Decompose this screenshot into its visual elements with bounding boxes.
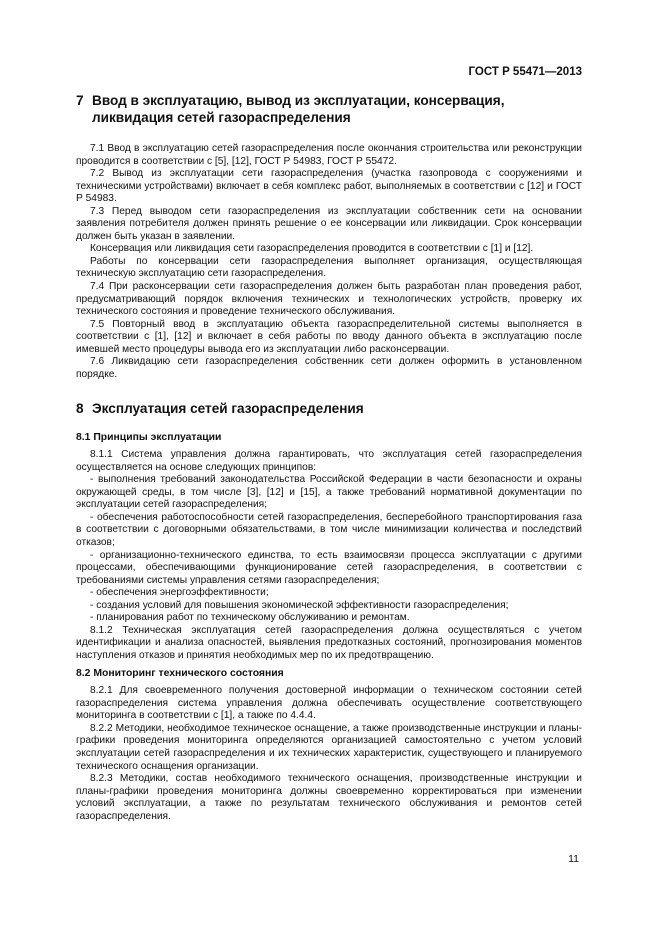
list-item: - выполнения требований законодательства Российской Федерации в части безопасности и охраны окружающей среды, в том числе [3], [12] и [15], а также требований нормативной документации по эксплуатации сетей газораспределения;	[76, 474, 582, 511]
section-8-number: 8	[76, 401, 84, 417]
paragraph: 8.2.2 Методики, необходимое техническое оснащение, а также производственные инструкции и планы-графики проведения мониторинга определяются организацией самостоятельно с учетом условий эксплуатации сетей газораспределения и их технических характеристик, существующего и планируемого технического оснащения организации.	[76, 722, 582, 772]
subsection-8-2-body	[76, 685, 582, 823]
subsection-8-1-title: 8.1 Принципы эксплуатации	[76, 432, 222, 444]
section-7-title: Ввод в эксплуатацию, вывод из эксплуатации, консервация, ликвидация сетей газораспределения	[92, 93, 505, 125]
document-id-header: ГОСТ Р 55471—2013	[468, 66, 582, 78]
section-7-number: 7	[76, 93, 84, 108]
paragraph: 7.3 Перед выводом сети газораспределения из эксплуатации собственник сети на основании заявления потребителя должен принять решение о ее консервации или ликвидации. Срок консервации должен быть указан в заявлении.	[76, 205, 582, 242]
paragraph: 8.1.1 Система управления должна гарантировать, что эксплуатация сетей газораспределения осуществляется на основе следующих принципов:	[76, 449, 582, 473]
subsection-8-1-body	[76, 449, 582, 662]
list-item: - организационно-технического единства, то есть взаимосвязи процесса эксплуатации с другими процессами, обеспечивающими функционирование сетей газораспределения, в соответствии с требованиями системы управления сетями газораспределения;	[76, 549, 582, 586]
paragraph: 8.2.1 Для своевременного получения достоверной информации о техническом состоянии сетей газораспределения система управления должна обеспечивать осуществление соответствующего мониторинга в соответствии с [1], а также по 4.4.4.	[76, 685, 582, 722]
section-8-heading	[76, 400, 582, 417]
paragraph: 7.4 При расконсервации сети газораспределения должен быть разработан план проведения работ, предусматривающий порядок включения технических и технологических устройств, проверку их технического состояния и проведение технического обслуживания.	[76, 281, 582, 318]
paragraph: 7.1 Ввод в эксплуатацию сетей газораспределения после окончания строительства или реконструкции проводится в соответствии с [5], [12], ГОСТ Р 54983, ГОСТ Р 55472.	[76, 143, 582, 167]
section-7-body	[76, 143, 582, 381]
subsection-8-2-title: 8.2 Мониторинг технического состояния	[76, 668, 284, 680]
list-item: - обеспечения энергоэффективности;	[90, 587, 269, 599]
list-item: - обеспечения работоспособности сетей газораспределения, бесперебойного транспортирования газа в соответствии с договорными обязательствами, в том числе минимизации количества и последствий отказов;	[76, 511, 582, 549]
list-item: - планирования работ по техническому обслуживанию и ремонтам.	[90, 612, 410, 624]
paragraph: 8.1.2 Техническая эксплуатация сетей газораспределения должна осуществляться с учетом идентификации и анализа опасностей, выявления предотказных состояний, прогнозирования моментов наступления отказов и принятия необходимых мер по их предотвращению.	[76, 624, 582, 661]
paragraph: 7.2 Вывод из эксплуатации сети газораспределения (участка газопровода с сооружениями и техническими устройствами) включает в себя комплекс работ, выполняемых в соответствии с [12] и ГОСТ Р 54983.	[76, 168, 582, 205]
section-8-title: Эксплуатация сетей газораспределения	[92, 401, 364, 417]
paragraph: Работы по консервации сети газораспределения выполняет организация, осуществляющая техническую эксплуатацию сети газораспределения.	[76, 255, 582, 280]
paragraph: 7.6 Ликвидацию сети газораспределения собственник сети должен оформить в установленном порядке.	[76, 356, 582, 380]
paragraph: 7.5 Повторный ввод в эксплуатацию объекта газораспределительной системы выполняется в соответствии с [1], [12] и включает в себя работы по вводу данного объекта в эксплуатацию после имевшей место процедуры вывода его из эксплуатации либо расконсервации.	[76, 318, 582, 355]
document-body	[76, 92, 582, 823]
page-number: 11	[568, 853, 579, 865]
section-7-heading	[76, 92, 582, 126]
paragraph: Консервация или ликвидация сети газораспределения проводится в соответствии с [1] и [12].	[90, 243, 534, 255]
paragraph: 8.2.3 Методики, состав необходимого технического оснащения, производственные инструкции и планы-графики проведения мониторинга должны своевременно корректироваться при изменении условий эксплуатации, а также по результатам технического обслуживания и ремонтов сетей газораспределения.	[76, 773, 582, 822]
list-item: - создания условий для повышения экономической эффективности газораспределения;	[90, 599, 509, 611]
